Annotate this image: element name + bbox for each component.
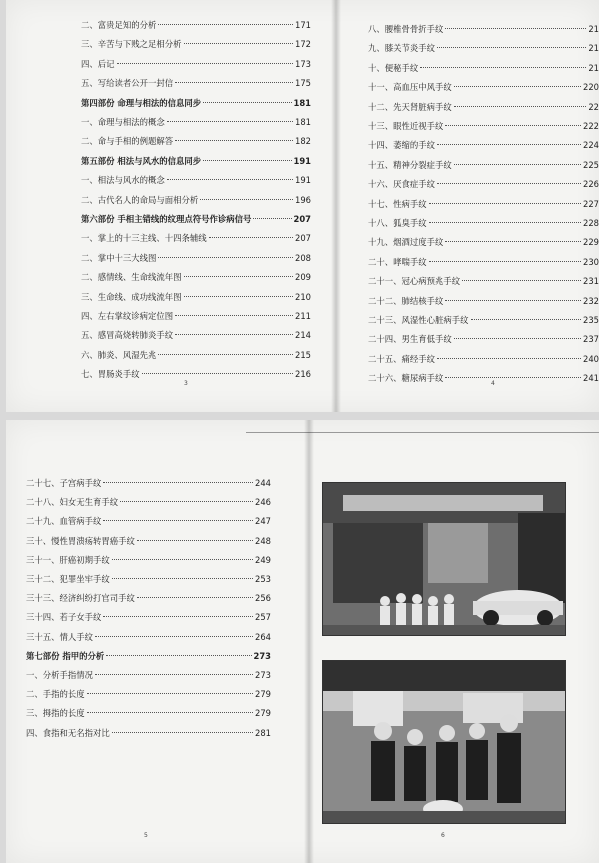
toc-entry xyxy=(81,367,311,381)
toc-entry-page: 182 xyxy=(295,136,311,147)
toc-entry-page: 211 xyxy=(295,311,311,321)
toc-entry-page: 246 xyxy=(255,497,271,508)
toc-dot-leader xyxy=(103,616,253,617)
toc-dot-leader xyxy=(429,261,581,262)
indoor-photo-image xyxy=(323,661,565,823)
toc-dot-leader xyxy=(184,276,294,277)
toc-dot-leader xyxy=(112,559,253,560)
toc-dot-leader xyxy=(454,86,581,87)
toc-entry xyxy=(26,706,271,720)
toc-dot-leader xyxy=(200,199,293,200)
toc-entry-title: 二、感情线、生命线流年图 xyxy=(81,272,182,283)
toc-dot-leader xyxy=(167,121,293,122)
toc-entry-title: 五、感冒高烧转肺炎手纹 xyxy=(81,330,174,341)
toc-entry xyxy=(81,76,311,90)
toc-entry-title: 三十、慢性胃溃疡转胃癌手纹 xyxy=(26,535,135,546)
toc-entry-title: 三十三、经济纠纷打官司手纹 xyxy=(26,593,135,604)
toc-dot-leader xyxy=(462,280,581,281)
toc-entry xyxy=(81,193,311,207)
toc-entry-page: 249 xyxy=(255,554,271,565)
toc-entry xyxy=(26,687,271,701)
toc-entry-title: 十四、萎缩的手纹 xyxy=(368,140,435,151)
toc-entry-title: 第七部份 指甲的分析 xyxy=(26,650,105,661)
toc-dot-leader xyxy=(158,257,293,258)
toc-entry xyxy=(26,495,271,509)
toc-entry-title: 四、左右掌纹诊病定位图 xyxy=(81,311,174,321)
toc-entry-title: 第四部份 命理与相法的信息同步 xyxy=(81,97,202,108)
toc-entry-title: 三十四、若子女手纹 xyxy=(26,612,102,623)
toc-dot-leader xyxy=(420,67,586,68)
toc-dot-leader xyxy=(429,222,581,223)
toc-entry-title: 一、掌上的十三主线、十四条辅线 xyxy=(81,233,207,244)
toc-right-page-4 xyxy=(368,22,599,392)
toc-entry-page: 279 xyxy=(255,689,271,700)
toc-dot-leader xyxy=(158,354,293,355)
toc-dot-leader xyxy=(437,144,581,145)
toc-entry-page: 222 xyxy=(583,121,599,131)
toc-entry xyxy=(81,251,311,265)
toc-dot-leader xyxy=(454,164,581,165)
toc-dot-leader xyxy=(87,693,253,694)
toc-entry xyxy=(81,154,311,168)
toc-dot-leader xyxy=(120,501,253,502)
toc-left-page-3 xyxy=(81,18,311,388)
toc-entry xyxy=(368,294,599,308)
toc-entry-title: 三、辛苦与下贱之足相分析 xyxy=(81,39,182,50)
toc-entry xyxy=(81,309,311,323)
toc-dot-leader xyxy=(167,179,293,180)
toc-entry-page: 279 xyxy=(255,708,271,719)
toc-entry-page: 224 xyxy=(583,140,599,151)
toc-dot-leader xyxy=(437,183,581,184)
toc-entry-page: 22 xyxy=(588,101,599,112)
toc-entry-title: 二十九、血管病手纹 xyxy=(26,516,102,527)
toc-entry-title: 二、命与手相的例题解答 xyxy=(81,136,174,147)
toc-dot-leader xyxy=(445,377,581,378)
toc-entry-title: 一、分析手指情况 xyxy=(26,670,93,680)
toc-entry xyxy=(368,274,599,288)
toc-entry-title: 四、食指和无名指对比 xyxy=(26,727,110,738)
toc-dot-leader xyxy=(175,334,293,335)
toc-entry-title: 十八、狐臭手纹 xyxy=(368,218,427,228)
toc-entry-page: 207 xyxy=(293,214,311,224)
toc-dot-leader xyxy=(203,102,291,103)
toc-entry-page: 181 xyxy=(293,97,311,108)
toc-entry-title: 二十四、男生育低手纹 xyxy=(368,334,452,345)
toc-entry-title: 四、后记 xyxy=(81,58,115,69)
toc-entry xyxy=(26,649,271,663)
toc-entry xyxy=(368,371,599,385)
toc-entry-title: 第六部份 手相主错线的纹理点符号作诊病信号 xyxy=(81,214,252,224)
toc-entry xyxy=(368,352,599,366)
toc-entry-page: 216 xyxy=(295,369,311,380)
toc-dot-leader xyxy=(95,636,253,637)
toc-entry-page: 171 xyxy=(295,20,311,30)
toc-entry-page: 21 xyxy=(588,43,599,54)
toc-entry xyxy=(368,158,599,172)
toc-entry xyxy=(26,514,271,528)
toc-entry-title: 三、生命线、成功线流年图 xyxy=(81,291,182,302)
toc-entry-page: 228 xyxy=(583,218,599,228)
toc-entry-page: 21 xyxy=(588,24,599,34)
toc-entry-title: 二、手指的长度 xyxy=(26,689,85,700)
toc-entry-page: 273 xyxy=(253,650,271,661)
toc-entry-title: 一、命理与相法的概念 xyxy=(81,117,165,127)
toc-entry xyxy=(81,173,311,187)
toc-entry-title: 二十二、肺结核手纹 xyxy=(368,295,444,306)
toc-entry-page: 214 xyxy=(295,330,311,341)
toc-entry-title: 三十五、情人手纹 xyxy=(26,631,93,642)
toc-entry-page: 264 xyxy=(255,631,271,642)
toc-dot-leader xyxy=(95,674,253,675)
toc-dot-leader xyxy=(137,597,253,598)
top-book-spread xyxy=(6,0,599,412)
toc-entry xyxy=(81,96,311,110)
toc-dot-leader xyxy=(429,203,581,204)
toc-entry xyxy=(368,119,599,133)
toc-entry-title: 第五部份 相法与风水的信息同步 xyxy=(81,155,202,166)
toc-dot-leader xyxy=(445,241,581,242)
toc-entry-page: 253 xyxy=(255,574,271,584)
toc-dot-leader xyxy=(175,140,293,141)
toc-dot-leader xyxy=(445,28,586,29)
toc-entry-page: 227 xyxy=(583,198,599,209)
toc-entry-page: 240 xyxy=(583,353,599,364)
toc-entry-title: 二、富贵足知的分析 xyxy=(81,20,157,30)
toc-entry-title: 十三、眼性近视手纹 xyxy=(368,121,444,131)
toc-entry-title: 三十一、肝癌初期手纹 xyxy=(26,554,110,565)
toc-entry xyxy=(81,57,311,71)
toc-entry-title: 二十一、冠心病预兆手纹 xyxy=(368,276,461,287)
toc-dot-leader xyxy=(158,24,293,25)
toc-entry-page: 232 xyxy=(583,295,599,306)
toc-dot-leader xyxy=(137,540,253,541)
toc-entry-title: 十一、高血压中风手纹 xyxy=(368,82,452,93)
toc-entry-title: 二十六、糖尿病手纹 xyxy=(368,373,444,384)
toc-entry-title: 十六、厌食症手纹 xyxy=(368,179,435,190)
toc-dot-leader xyxy=(471,319,582,320)
toc-entry xyxy=(26,476,271,490)
toc-entry xyxy=(368,216,599,230)
toc-entry-page: 172 xyxy=(295,39,311,50)
toc-entry xyxy=(368,235,599,249)
toc-entry-title: 五、写给读者公开一封信 xyxy=(81,78,174,89)
toc-entry-title: 十五、精神分裂症手纹 xyxy=(368,159,452,170)
toc-entry-title: 十九、烟酒过度手纹 xyxy=(368,237,444,248)
toc-dot-leader xyxy=(87,712,253,713)
toc-entry-page: 256 xyxy=(255,593,271,604)
bottom-book-spread xyxy=(6,420,599,863)
toc-entry xyxy=(368,332,599,346)
toc-entry-page: 281 xyxy=(255,727,271,738)
toc-entry xyxy=(81,18,311,32)
toc-entry-title: 二、古代名人的命局与面相分析 xyxy=(81,194,199,205)
book-gutter xyxy=(331,0,341,412)
toc-entry xyxy=(368,138,599,152)
toc-dot-leader xyxy=(142,373,293,374)
toc-entry xyxy=(26,630,271,644)
toc-dot-leader xyxy=(112,578,253,579)
toc-entry xyxy=(81,115,311,129)
toc-entry-title: 二、掌中十三大线图 xyxy=(81,252,157,263)
toc-dot-leader xyxy=(445,125,581,126)
toc-dot-leader xyxy=(117,63,294,64)
toc-entry xyxy=(368,177,599,191)
toc-entry-title: 十二、先天肾脏病手纹 xyxy=(368,101,452,112)
toc-dot-leader xyxy=(437,47,586,48)
toc-dot-leader xyxy=(106,655,251,656)
toc-dot-leader xyxy=(253,218,291,219)
toc-entry-page: 273 xyxy=(255,670,271,680)
toc-entry-page: 175 xyxy=(295,78,311,89)
toc-dot-leader xyxy=(454,106,587,107)
toc-entry xyxy=(81,37,311,51)
toc-entry-page: 244 xyxy=(255,478,271,488)
toc-entry xyxy=(26,610,271,624)
toc-entry-title: 七、胃肠炎手纹 xyxy=(81,369,140,380)
toc-entry-page: 231 xyxy=(583,276,599,287)
toc-entry-page: 191 xyxy=(295,175,311,186)
toc-entry-title: 一、相法与风水的概念 xyxy=(81,175,165,186)
toc-entry-page: 230 xyxy=(583,256,599,267)
toc-dot-leader xyxy=(437,358,581,359)
toc-entry xyxy=(368,41,599,55)
toc-entry-page: 181 xyxy=(295,117,311,127)
toc-entry xyxy=(81,348,311,362)
toc-entry-title: 九、膝关节炎手纹 xyxy=(368,43,435,54)
book-gutter xyxy=(304,420,314,863)
toc-entry-page: 247 xyxy=(255,516,271,527)
toc-entry-page: 207 xyxy=(295,233,311,244)
toc-entry xyxy=(368,80,599,94)
toc-entry xyxy=(81,212,311,226)
toc-entry-page: 191 xyxy=(293,155,311,166)
toc-entry xyxy=(81,134,311,148)
photo-group-indoor xyxy=(322,660,566,824)
toc-entry-page: 229 xyxy=(583,237,599,248)
photo-group-storefront xyxy=(322,482,566,636)
toc-entry xyxy=(81,270,311,284)
toc-dot-leader xyxy=(209,237,293,238)
toc-entry xyxy=(26,572,271,586)
toc-entry-title: 八、腰椎骨骨折手纹 xyxy=(368,24,444,34)
toc-dot-leader xyxy=(103,482,253,483)
toc-entry xyxy=(26,668,271,682)
storefront-photo-image xyxy=(323,483,565,635)
toc-entry-page: 21 xyxy=(588,62,599,73)
page-number: 3 xyxy=(184,380,188,387)
toc-entry-page: 225 xyxy=(583,159,599,170)
toc-entry xyxy=(368,22,599,36)
toc-dot-leader xyxy=(112,732,253,733)
toc-dot-leader xyxy=(184,43,294,44)
toc-entry-title: 二十三、风湿性心脏病手纹 xyxy=(368,315,469,325)
toc-entry-page: 235 xyxy=(583,315,599,325)
page-number: 4 xyxy=(491,380,495,387)
toc-entry xyxy=(26,726,271,740)
toc-entry xyxy=(368,100,599,114)
toc-dot-leader xyxy=(203,160,291,161)
toc-entry xyxy=(26,534,271,548)
toc-entry-page: 237 xyxy=(583,334,599,345)
toc-dot-leader xyxy=(175,82,293,83)
toc-dot-leader xyxy=(175,315,293,316)
toc-dot-leader xyxy=(184,296,294,297)
toc-entry-title: 六、肺炎、风湿先兆 xyxy=(81,349,157,360)
toc-entry xyxy=(368,61,599,75)
toc-entry-page: 215 xyxy=(295,349,311,360)
toc-entry-page: 220 xyxy=(583,82,599,93)
toc-entry-page: 209 xyxy=(295,272,311,283)
toc-entry-title: 三十二、犯罪坐牢手纹 xyxy=(26,574,110,584)
toc-dot-leader xyxy=(103,520,253,521)
toc-entry-title: 二十八、妇女无生育手纹 xyxy=(26,497,119,508)
toc-entry-page: 210 xyxy=(295,291,311,302)
toc-entry xyxy=(368,255,599,269)
page-number: 6 xyxy=(441,832,445,839)
toc-entry-page: 173 xyxy=(295,58,311,69)
toc-entry-page: 241 xyxy=(583,373,599,384)
toc-entry xyxy=(26,591,271,605)
toc-entry xyxy=(26,553,271,567)
toc-entry-page: 196 xyxy=(295,194,311,205)
toc-entry xyxy=(81,328,311,342)
toc-entry-title: 三、拇指的长度 xyxy=(26,708,85,719)
toc-entry-title: 二十五、痛经手纹 xyxy=(368,353,435,364)
page-top-rule xyxy=(246,432,599,433)
toc-entry xyxy=(81,290,311,304)
toc-entry-page: 208 xyxy=(295,252,311,263)
page-number: 5 xyxy=(144,832,148,839)
toc-dot-leader xyxy=(445,300,581,301)
toc-entry xyxy=(368,197,599,211)
toc-entry-title: 二十、哮喘手纹 xyxy=(368,256,427,267)
toc-entry xyxy=(368,313,599,327)
toc-entry-title: 十七、性病手纹 xyxy=(368,198,427,209)
toc-left-page-5 xyxy=(26,476,271,736)
toc-entry-page: 257 xyxy=(255,612,271,623)
toc-dot-leader xyxy=(454,338,581,339)
toc-entry-title: 二十七、子宫病手纹 xyxy=(26,478,102,488)
toc-entry-page: 226 xyxy=(583,179,599,190)
toc-entry-title: 十、便秘手纹 xyxy=(368,62,419,73)
toc-entry xyxy=(81,231,311,245)
toc-entry-page: 248 xyxy=(255,535,271,546)
